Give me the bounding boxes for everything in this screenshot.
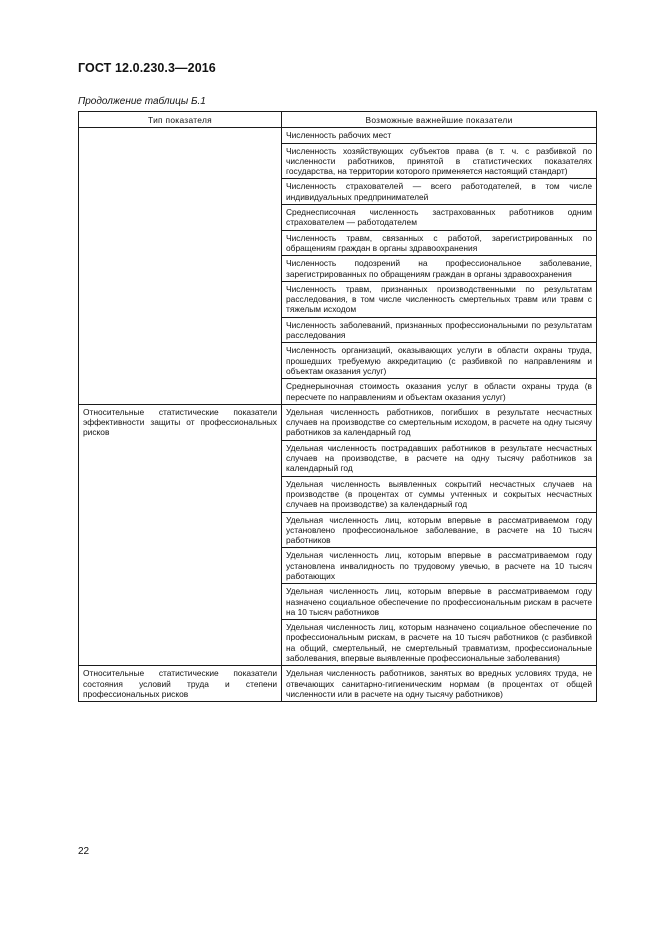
table-caption: Продолжение таблицы Б.1 — [78, 96, 206, 107]
indicator-type-cell: Относительные статистические показатели эффективности защиты от профессиональных рисков — [79, 404, 282, 666]
table-row — [79, 666, 597, 702]
indicator-cell: Численность заболеваний, признанных профессиональными по результатам расследования — [282, 317, 597, 343]
indicator-cell: Численность подозрений на профессиональное заболевание, зарегистрированных по обращениям граждан в органы здравоохранения — [282, 256, 597, 282]
indicator-cell: Численность организаций, оказывающих услуги в области охраны труда, прошедших требуемую аккредитацию (с разбивкой по направлениям и объектам оказания услуг) — [282, 343, 597, 379]
page-number: 22 — [78, 846, 90, 857]
indicators-table — [78, 111, 597, 702]
table-row — [79, 128, 597, 143]
column-header-indicators: Возможные важнейшие показатели — [282, 112, 597, 128]
indicator-cell: Численность травм, признанных производственными по результатам расследования, в том числе численность смертельных травм или травм с тяжелым исходом — [282, 281, 597, 317]
indicator-type-cell: Относительные статистические показатели состояния условий труда и степени профессиональных рисков — [79, 666, 282, 702]
column-header-type: Тип показателя — [79, 112, 282, 128]
indicator-cell: Удельная численность лиц, которым назначено социальное обеспечение по профессиональным рискам, в расчете на 10 тысяч работников (с разбивкой на общий, смертельный, не смертельный травматизм, профессиональные заболевания, впервые выявленные профессиональные заболевания) — [282, 620, 597, 666]
indicator-cell: Удельная численность пострадавших работников в результате несчастных случаев на производстве, в расчете на одну тысячу работников за календарный год — [282, 440, 597, 476]
table-body — [79, 128, 597, 702]
indicator-cell: Удельная численность выявленных сокрытий несчастных случаев на производстве (в процентах от суммы учтенных и сокрытых несчастных случаев на производстве) за календарный год — [282, 476, 597, 512]
indicator-cell: Численность страхователей — всего работодателей, в том числе индивидуальных предпринимателей — [282, 179, 597, 205]
table-header-row — [79, 112, 597, 128]
indicator-cell: Численность травм, связанных с работой, зарегистрированных по обращениям граждан в органы здравоохранения — [282, 230, 597, 256]
indicator-cell: Численность хозяйствующих субъектов права (в т. ч. с разбивкой по численности работников, принятой в статистических показателях государства, на территории которого применяется настоящий стандарт) — [282, 143, 597, 179]
indicator-cell: Среднесписочная численность застрахованных работников одним страхователем — работодателем — [282, 205, 597, 231]
indicator-cell: Удельная численность работников, занятых во вредных условиях труда, не отвечающих санитарно-гигиеническим нормам (в процентах от общей численности или в расчете на одну тысячу работников) — [282, 666, 597, 702]
indicator-cell: Среднерыночная стоимость оказания услуг в области охраны труда (в пересчете по направлениям и объектам оказания услуг) — [282, 379, 597, 405]
indicator-cell: Удельная численность лиц, которым впервые в рассматриваемом году установлена инвалидность по трудовому увечью, в расчете на 10 тысяч работающих — [282, 548, 597, 584]
indicator-cell: Удельная численность лиц, которым впервые в рассматриваемом году назначено социальное обеспечение по профессиональным рискам в расчете на 10 тысяч работников — [282, 584, 597, 620]
indicator-cell: Численность рабочих мест — [282, 128, 597, 143]
table-row — [79, 404, 597, 440]
indicator-type-cell — [79, 128, 282, 405]
document-code: ГОСТ 12.0.230.3—2016 — [78, 61, 216, 75]
indicator-cell: Удельная численность работников, погибших в результате несчастных случаев на производстве со смертельным исходом, в расчете на одну тысячу работников за календарный год — [282, 404, 597, 440]
indicator-cell: Удельная численность лиц, которым впервые в рассматриваемом году установлено профессиональное заболевание, в расчете на 10 тысяч работников — [282, 512, 597, 548]
